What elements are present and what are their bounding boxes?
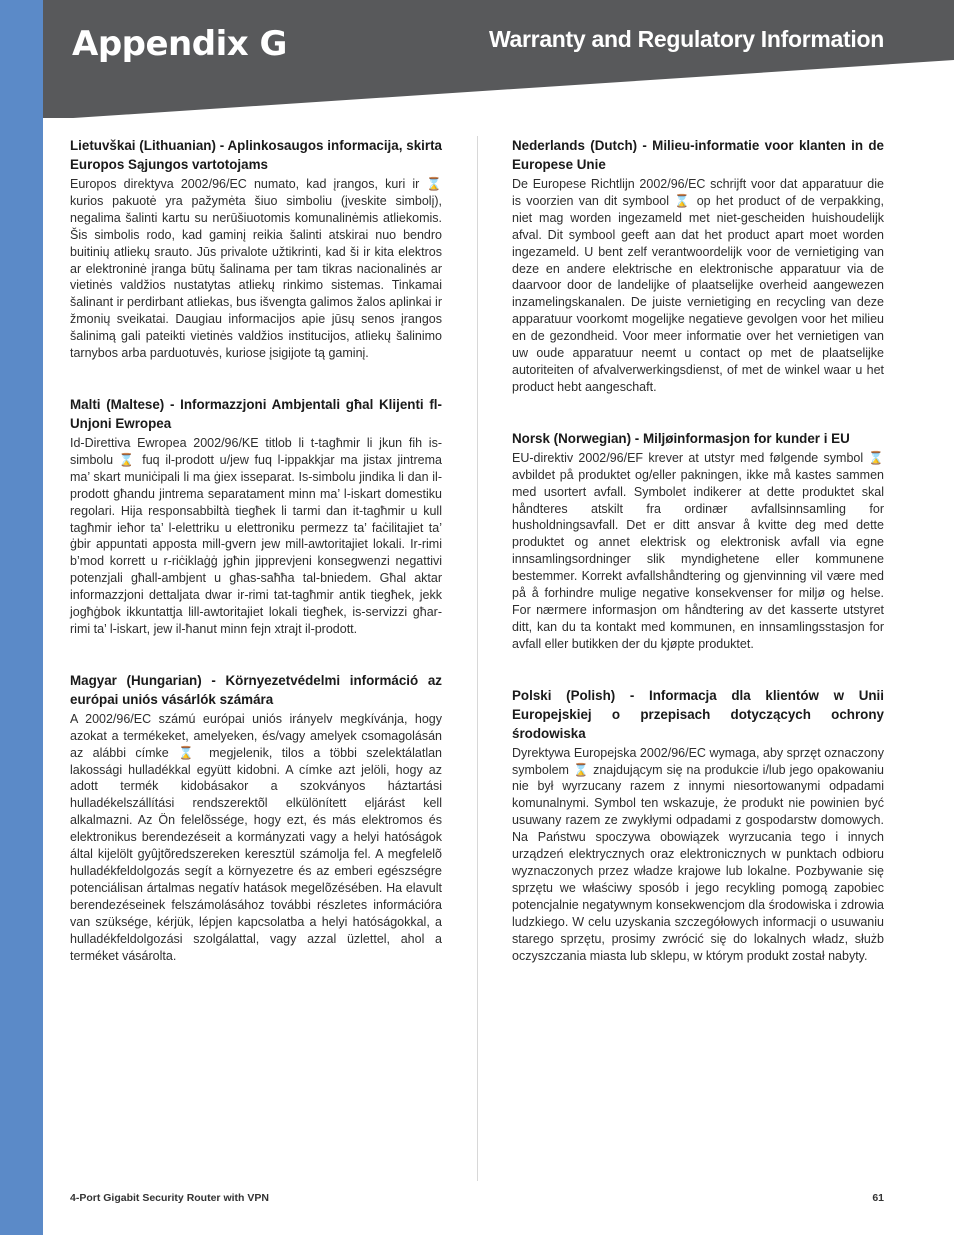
footer-product-name: 4-Port Gigabit Security Router with VPN [70, 1192, 269, 1204]
section-subtitle: Warranty and Regulatory Information [488, 26, 884, 52]
footer-page-number: 61 [872, 1192, 884, 1204]
section-body: A 2002/96/EC számú európai uniós irányelv megkívánja, hogy azokat a termékeket, amelyeken, és/vagy amelyek csomagolásán az alábbi címke ⌛ megjelenik, tilos a többi szelektálatlan lakossági hulladékkal együtt kidobni. A címke azt jelöli, hogy az adott termék kidobásakor a szokványos háztartási hulladékelszállítási rendszerektõl elkülönített eljárást kell alkalmazni. Az Ön felelõssége, hogy ezt, és más elektromos és elektronikus berendezéseit a kormányzati vagy a helyi hatóságok által kijelölt gyûjtõredszereken keresztül számolja fel. A megfelelõ hulladékfeldolgozás segít a környezetre és az emberi egészségre potenciálisan ártalmas negatív hatások megelõzésében. Ha elavult berendezéseinek felszámolásához további részletes információra van szüksége, kérjük, lépjen kapcsolatba a helyi hatóságokkal, a hulladékfeldolgozási szolgálattal, vagy azzal üzlettel, ahol a terméket vásárolta. [70, 711, 442, 963]
right-column [512, 136, 884, 983]
section-dutch [512, 136, 884, 396]
appendix-title: Appendix G [72, 24, 287, 64]
section-body: Dyrektywa Europejska 2002/96/EC wymaga, aby sprzęt oznaczony symbolem ⌛ znajdującym się na produkcie i/lub jego opakowaniu nie był wyrzucany razem z innymi niesortowanymi odpadami komunalnymi. Symbol ten wskazuje, że produkt nie powinien być usuwany razem ze zwykłymi odpadami z gospodarstw domowych. Na Państwu spoczywa obowiązek wyrzucania tego i innych urządzeń elektrycznych oraz elektronicznych w punktach odbioru wyznaczonych przez władze krajowe lub lokalne. Pozbywanie się sprzętu we właściwy sposób i jego recykling pomogą zapobiec potencjalnie negatywnym konsekwencjom dla środowiska i zdrowia ludzkiego. W celu uzyskania szczegółowych informacji o usuwaniu starego sprzętu, prosimy zwrócić się do lokalnych władz, służb oczyszczania miasta lub sklepu, w którym produkt został nabyty. [512, 745, 884, 963]
section-norwegian [512, 429, 884, 653]
section-lithuanian [70, 136, 442, 362]
section-heading: Polski (Polish) - Informacja dla klientów w Unii Europejskiej o przepisach dotyczących ochrony środowiska [512, 687, 884, 741]
section-body: Europos direktyva 2002/96/EC numato, kad įrangos, kuri ir ⌛ kurios pakuotė yra pažymėta šiuo simboliu (įveskite simbolį), negalima šalinti kartu su nerūšiuotomis komunalinėmis atliekomis. Šis simbolis rodo, kad gaminį reikia šalinti atskirai nuo bendro buitinių atliekų srauto. Jūs privalote užtikrinti, kad ši ir kita elektros ar elektroninė įranga būtų šalinama per tam tikras nacionalinės ar vietinės valdžios nustatytas atliekų rinkimo sistemas. Tinkamai šalinant ir perdirbant atliekas, bus išvengta galimos žalos aplinkai ir žmonių sveikatai. Daugiau informacijos apie jūsų senos įrangos šalinimą gali pateikti vietinės valdžios institucijos, atliekų šalinimo tarnybos arba parduotuvės, kuriose įsigijote tą gaminį. [70, 177, 442, 361]
section-heading: Norsk (Norwegian) - Miljøinformasjon for kunder i EU [512, 430, 850, 446]
section-body: Id-Direttiva Ewropea 2002/96/KE titlob li t-tagħmir li jkun fih is-simbolu ⌛ fuq il-prodott u/jew fuq l-ippakkjar ma jistax jintrema ma’ skart muniċipali li ma ġiex isseparat. Is-simbolu jindika li dan il-prodott għandu jintrema separatament minn ma’ l-iskart domestiku regolari. Hija responsabbiltà tiegħek li tarmi dan it-tagħmir u kull tagħmir ieħor ta’ l-elettriku u elettroniku permezz ta’ faċilitajiet ta’ ġbir appuntati apposta mill-gvern jew mill-awtoritajiet lokali. Ir-rimi b’mod korrett u r-riċiklaġġ jgħin jipprevjeni konsegwenzi negattivi potenzjali għall-ambjent u għas-saħħa tal-bniedem. Għal aktar informazzjoni dettaljata dwar ir-rimi tat-tagħmir antik tiegħek, jekk jogħġbok ikkuntattja lill-awtoritajiet lokali tiegħek, is-servizzi għar-rimi ta’ l-iskart, jew il-ħanut minn fejn xtrajt il-prodott. [70, 435, 442, 636]
section-maltese [70, 395, 442, 638]
section-heading: Malti (Maltese) - Informazzjoni Ambjentali għal Klijenti fl-Unjoni Ewropea [70, 396, 442, 431]
section-hungarian [70, 671, 442, 965]
section-body: EU-direktiv 2002/96/EF krever at utstyr med følgende symbol ⌛ avbildet på produktet og/eller pakningen, ikke må kastes sammen med usortert avfall. Symbolet indikerer at dette produktet skal håndteres atskilt fra ordinær avfallsinnsamling for husholdningsavfall. Det er ditt ansvar å kvitte deg med dette produktet og annet elektrisk og elektronisk avfall via egne innsamlingsordninger slik myndighetene eller kommunene bestemmer. Korrekt avfallshåndtering og gjenvinning vil være med på å forhindre mulige negative konsekvenser for miljø og helse. For nærmere informasjon om håndtering av det kasserte utstyret ditt, kan du ta kontakt med kommunen, en innsamlingsstasjon for avfall eller butikken der du kjøpte produktet. [512, 450, 884, 651]
column-divider [477, 136, 478, 1181]
section-body: De Europese Richtlijn 2002/96/EC schrijft voor dat apparatuur die is voorzien van dit symbool ⌛ op het product of de verpakking, niet mag worden ingezameld met niet-gescheiden huishoudelijk afval. Dit symbool geeft aan dat het product apart moet worden ingezameld. U bent zelf verantwoordelijk voor de vernietiging van deze en andere elektrische en elektronische apparatuur via de daarvoor door de landelijke of plaatselijke overheid aangewezen inzamelingskanalen. De juiste vernietiging en recycling van deze apparatuur voorkomt mogelijke negatieve gevolgen voor het milieu en de gezondheid. Voor meer informatie over het vernietigen van uw oude apparatuur neemt u contact op met de plaatselijke autoriteiten of afvalverwerkingsdienst, of met de winkel waar u het product hebt aangeschaft. [512, 177, 884, 394]
section-heading: Nederlands (Dutch) - Milieu-informatie voor klanten in de Europese Unie [512, 138, 884, 172]
side-accent-bar [0, 0, 43, 1235]
section-heading: Lietuvškai (Lithuanian) - Aplinkosaugos informacija, skirta Europos Sąjungos vartotojams [70, 138, 442, 172]
left-column [70, 136, 442, 983]
header-wedge [43, 60, 954, 120]
section-heading: Magyar (Hungarian) - Környezetvédelmi információ az európai uniós vásárlók számára [70, 672, 442, 707]
section-polish [512, 686, 884, 965]
